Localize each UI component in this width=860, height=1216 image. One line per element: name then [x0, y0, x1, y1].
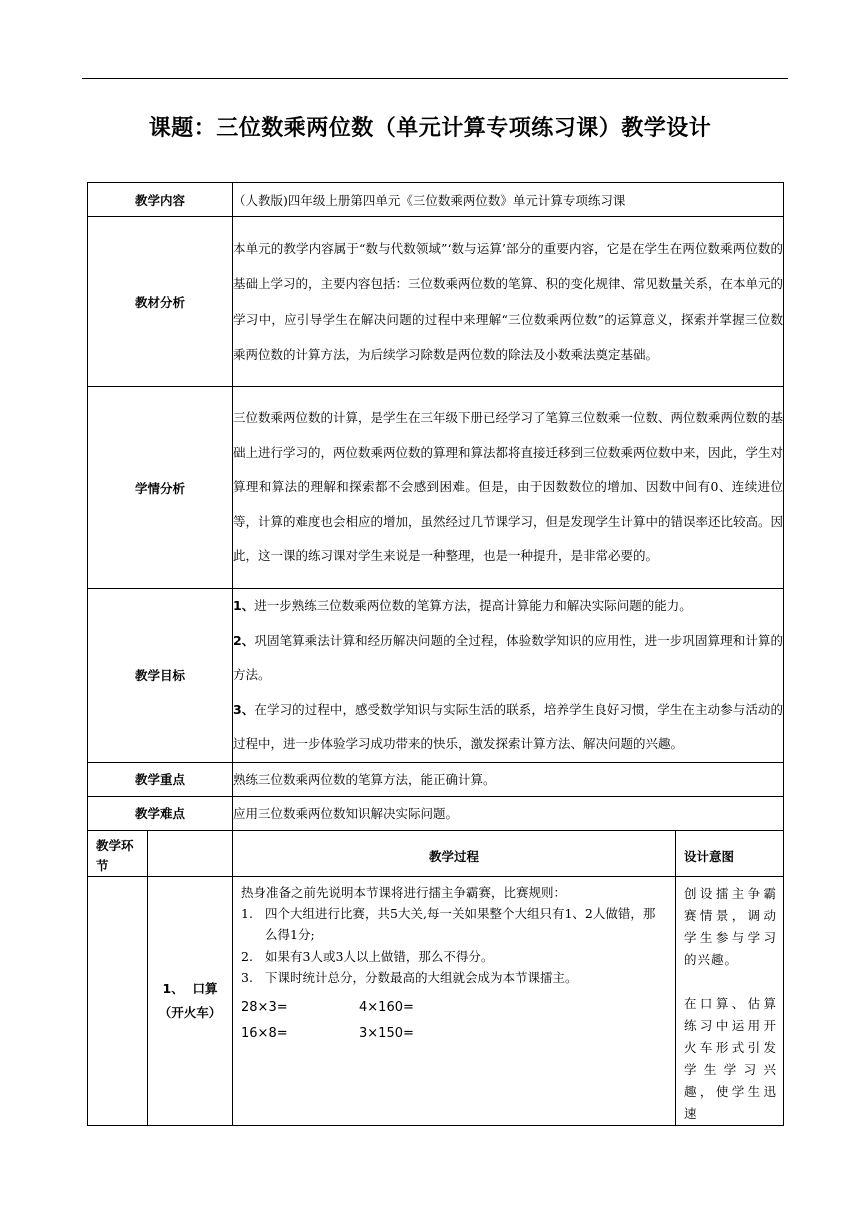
rules-list — [241, 903, 667, 989]
label-teaching-content: 教学内容 — [88, 183, 233, 217]
stage-1-intent — [676, 876, 784, 1125]
row-student-analysis — [88, 387, 784, 589]
intent-text-1: 创设擂主争霸赛情景，调动学生参与学习的兴趣。 — [684, 885, 778, 967]
label-teaching-goals: 教学目标 — [88, 589, 233, 763]
row-difficulty — [88, 796, 784, 830]
header-stage: 教学环节 — [88, 830, 148, 876]
intent-text-2: 在口算、估算练习中运用开火车形式引发学生学习兴趣，使学生迅速 — [684, 995, 778, 1121]
row-key-point — [88, 762, 784, 796]
difficulty-text: 应用三位数乘两位数知识解决实际问题。 — [233, 796, 784, 830]
label-key-point: 教学重点 — [88, 762, 233, 796]
goal-item-3: 3、在学习的过程中，感受数学知识与实际生活的联系，培养学生良好习惯，学生在主动参与活动的过程中，进一步体验学习成功带来的快乐，激发探索计算方法、解决问题的兴趣。 — [233, 701, 784, 751]
material-analysis-text: 本单元的教学内容属于“数与代数领域”‘数与运算’部分的重要内容，它是在学生在两位数乘两位数的基础上学习的，主要内容包括：三位数乘两位数的笔算、积的变化规律、常见数量关系，在本单元的学习中，应引导学生在解决问题的过程中来理解“三位数乘两位数”的运算意义，探索并掌握三位数乘两位数的计算方法，为后续学习除数是两位数的除法及小数乘法奠定基础。 — [233, 240, 784, 362]
header-intent: 设计意图 — [676, 830, 784, 876]
oral-exercises — [241, 995, 667, 1047]
stage-1-process — [233, 876, 676, 1125]
exercise-row: 16×8= 3×150= — [241, 1025, 414, 1041]
label-student-analysis: 学情分析 — [88, 387, 233, 589]
row-process-header — [88, 830, 784, 876]
goal-item-1: 1、进一步熟练三位数乘两位数的笔算方法，提高计算能力和解决实际问题的能力。 — [233, 598, 692, 613]
exercise-row: 28×3= 4×160= — [241, 999, 414, 1015]
row-teaching-goals — [88, 589, 784, 763]
label-difficulty: 教学难点 — [88, 796, 233, 830]
student-analysis-text: 三位数乘两位数的计算，是学生在三年级下册已经学习了笔算三位数乘一位数、两位数乘两位数的基础上进行学习的，两位数乘两位数的算理和算法都将直接迁移到三位数乘两位数中来，因此，学生对算理和算法的理解和探索都不会感到困难。但是，由于因数数位的增加、因数中间有0、连续进位等，计算的难度也会相应的增加，虽然经过几节课学习，但是发现学生计算中的错误率还比较高。因此，这一课的练习课对学生来说是一种整理，也是一种提升，是非常必要的。 — [233, 410, 784, 564]
header-process: 教学过程 — [233, 830, 676, 876]
rules-intro: 热身准备之前先说明本节课将进行擂主争霸赛，比赛规则： — [241, 884, 567, 900]
row-material-analysis — [88, 217, 784, 387]
row-teaching-content — [88, 183, 784, 217]
label-material-analysis: 教材分析 — [88, 217, 233, 387]
stage-1-blank — [88, 876, 148, 1125]
key-point-text: 熟练三位数乘两位数的笔算方法，能正确计算。 — [233, 762, 784, 796]
row-stage-1 — [88, 876, 784, 1125]
lesson-plan-table — [87, 182, 784, 1126]
page-title: 课题：三位数乘两位数（单元计算专项练习课）教学设计 — [148, 116, 712, 141]
header-stage-blank — [148, 830, 233, 876]
rule-item: 1. 四个大组进行比赛，共5大关,每一关如果整个大组只有1、2人做错，那么得1分; — [241, 905, 656, 942]
rule-item: 3. 下课时统计总分，分数最高的大组就会成为本节课擂主。 — [241, 970, 578, 985]
stage-1-name: 1、 口算 （开火车） — [148, 876, 233, 1125]
rule-item: 2. 如果有3人或3人以上做错，那么不得分。 — [241, 948, 494, 964]
teaching-content-text: （人教版)四年级上册第四单元《三位数乘两位数》单元计算专项练习课 — [233, 183, 784, 217]
goal-item-2: 2、巩固笔算乘法计算和经历解决问题的全过程，体验数学知识的应用性，进一步巩固算理和计算的方法。 — [233, 632, 784, 682]
header-rule — [82, 78, 788, 79]
